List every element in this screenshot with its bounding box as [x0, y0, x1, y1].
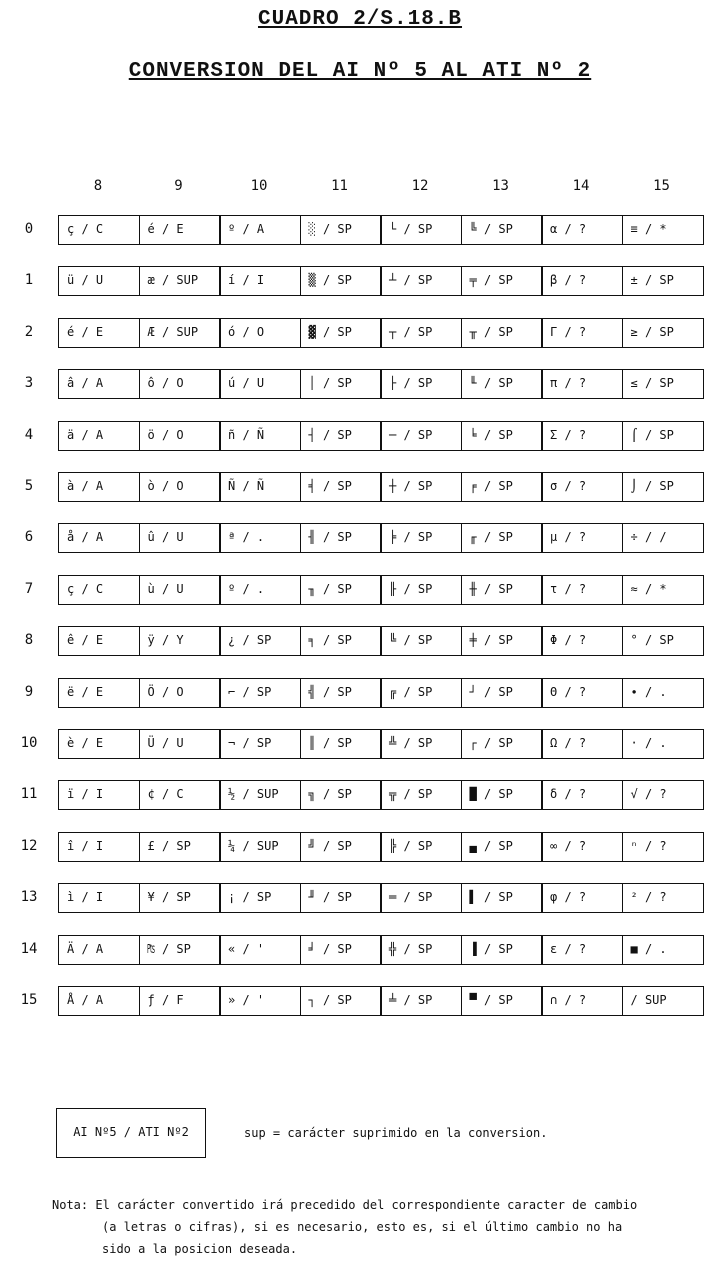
table-cell: φ / ?: [541, 883, 623, 913]
table-cell: │ / SP: [300, 369, 382, 399]
row-header: 3: [24, 375, 34, 392]
table-cell: ─ / SP: [380, 421, 462, 451]
table-cell: ç / C: [58, 575, 140, 605]
table-cell: β / ?: [541, 266, 623, 296]
table-cell: ≡ / *: [622, 215, 704, 245]
note-line-3: sido a la posicion deseada.: [102, 1242, 298, 1256]
row-header: 11: [20, 786, 38, 803]
table-cell: ░ / SP: [300, 215, 382, 245]
row-header: 0: [24, 221, 34, 237]
table-cell: ╩ / SP: [380, 729, 462, 759]
row-header: 12: [20, 837, 38, 854]
table-cell: ÿ / Y: [139, 626, 221, 656]
table-cell: Ñ / Ñ: [219, 472, 301, 502]
table-cell: ∞ / ?: [541, 832, 623, 862]
table-cell: ╖ / SP: [300, 575, 382, 605]
table-cell: ┴ / SP: [380, 266, 462, 296]
table-cell: ╦ / SP: [380, 780, 462, 810]
table-cell: ² / ?: [622, 883, 704, 913]
table-cell: ╬ / SP: [380, 935, 462, 965]
column-header: 12: [411, 178, 429, 194]
table-cell: ■ / .: [622, 935, 704, 965]
table-cell: µ / ?: [541, 523, 623, 553]
table-cell: ▒ / SP: [300, 266, 382, 296]
table-cell: ▐ / SP: [461, 935, 543, 965]
table-cell: ì / I: [58, 883, 140, 913]
table-cell: ╥ / SP: [461, 318, 543, 348]
table-cell: ▓ / SP: [300, 318, 382, 348]
table-cell: ⌐ / SP: [219, 678, 301, 708]
table-cell: ÷ / /: [622, 523, 704, 553]
table-cell: ë / E: [58, 678, 140, 708]
table-cell: / SUP: [622, 986, 704, 1016]
table-cell: ≥ / SP: [622, 318, 704, 348]
row-header: 10: [20, 735, 38, 751]
table-cell: ° / SP: [622, 626, 704, 656]
table-cell: ╛ / SP: [300, 935, 382, 965]
table-cell: ╧ / SP: [380, 986, 462, 1016]
table-cell: ª / .: [219, 523, 301, 553]
row-header: 7: [24, 580, 34, 597]
table-cell: ├ / SP: [380, 369, 462, 399]
table-cell: è / E: [58, 729, 140, 759]
table-cell: ╠ / SP: [380, 832, 462, 862]
table-cell: ≤ / SP: [622, 369, 704, 399]
row-header: 4: [24, 426, 34, 443]
table-cell: « / ': [219, 935, 301, 965]
table-cell: º / A: [219, 215, 301, 245]
table-cell: ╗ / SP: [300, 780, 382, 810]
table-cell: ú / U: [219, 369, 301, 399]
row-header: 14: [20, 940, 38, 957]
table-cell: τ / ?: [541, 575, 623, 605]
table-cell: ╟ / SP: [380, 575, 462, 605]
table-cell: â / A: [58, 369, 140, 399]
legend-text: sup = carácter suprimido en la conversion.: [244, 1126, 548, 1140]
table-cell: █ / SP: [461, 780, 543, 810]
row-header: 5: [24, 478, 34, 494]
column-header: 9: [174, 178, 183, 194]
row-header: 8: [24, 632, 34, 649]
table-cell: ò / O: [139, 472, 221, 502]
table-cell: ╘ / SP: [461, 421, 543, 451]
table-cell: ¿ / SP: [219, 626, 301, 656]
column-header: 14: [572, 178, 590, 194]
table-cell: ⁿ / ?: [622, 832, 704, 862]
table-cell: ₧ / SP: [139, 935, 221, 965]
table-cell: î / I: [58, 832, 140, 862]
column-header: 13: [492, 178, 509, 194]
column-header: 15: [653, 178, 670, 194]
table-cell: ± / SP: [622, 266, 704, 296]
table-cell: ┌ / SP: [461, 729, 543, 759]
table-cell: ¥ / SP: [139, 883, 221, 913]
table-cell: ¬ / SP: [219, 729, 301, 759]
table-cell: ö / O: [139, 421, 221, 451]
row-header: 6: [24, 529, 34, 546]
table-cell: º / .: [219, 575, 301, 605]
table-cell: Σ / ?: [541, 421, 623, 451]
table-cell: í / I: [219, 266, 301, 296]
table-cell: ü / U: [58, 266, 140, 296]
table-cell: ╫ / SP: [461, 575, 543, 605]
table-cell: » / ': [219, 986, 301, 1016]
table-cell: √ / ?: [622, 780, 704, 810]
table-cell: ╙ / SP: [461, 369, 543, 399]
table-cell: ä / A: [58, 421, 140, 451]
table-cell: Å / A: [58, 986, 140, 1016]
table-cell: ç / C: [58, 215, 140, 245]
table-cell: ═ / SP: [380, 883, 462, 913]
table-cell: ▄ / SP: [461, 832, 543, 862]
table-cell: ∙ / .: [622, 678, 704, 708]
column-header: 11: [331, 178, 348, 194]
table-cell: ∩ / ?: [541, 986, 623, 1016]
table-title: CUADRO 2/S.18.B: [257, 8, 463, 31]
table-cell: å / A: [58, 523, 140, 553]
table-cell: α / ?: [541, 215, 623, 245]
table-cell: ┤ / SP: [300, 421, 382, 451]
table-cell: é / E: [58, 318, 140, 348]
table-cell: Γ / ?: [541, 318, 623, 348]
note-line-2: (a letras o cifras), si es necesario, esto es, si el último cambio no ha: [102, 1220, 623, 1234]
table-cell: ╣ / SP: [300, 678, 382, 708]
column-header: 10: [250, 178, 268, 194]
table-cell: Ä / A: [58, 935, 140, 965]
note-line-1: Nota: El carácter convertido irá precedido del correspondiente caracter de cambio: [52, 1198, 638, 1212]
table-cell: ⌠ / SP: [622, 421, 704, 451]
table-cell: ╪ / SP: [461, 626, 543, 656]
table-cell: Ü / U: [139, 729, 221, 759]
table-cell: é / E: [139, 215, 221, 245]
table-cell: Æ / SUP: [139, 318, 221, 348]
table-cell: ┬ / SP: [380, 318, 462, 348]
table-cell: æ / SUP: [139, 266, 221, 296]
table-cell: ¢ / C: [139, 780, 221, 810]
row-header: 1: [24, 272, 34, 289]
table-cell: σ / ?: [541, 472, 623, 502]
table-cell: · / .: [622, 729, 704, 759]
table-cell: ╔ / SP: [380, 678, 462, 708]
table-cell: ┐ / SP: [300, 986, 382, 1016]
row-header: 13: [20, 889, 38, 906]
table-cell: ║ / SP: [300, 729, 382, 759]
table-cell: ╢ / SP: [300, 523, 382, 553]
table-cell: û / U: [139, 523, 221, 553]
table-cell: ╡ / SP: [300, 472, 382, 502]
table-cell: ╒ / SP: [461, 472, 543, 502]
table-cell: π / ?: [541, 369, 623, 399]
table-cell: ï / I: [58, 780, 140, 810]
table-cell: ⌡ / SP: [622, 472, 704, 502]
table-cell: ô / O: [139, 369, 221, 399]
table-cell: ┘ / SP: [461, 678, 543, 708]
table-cell: ¡ / SP: [219, 883, 301, 913]
table-cell: ½ / SUP: [219, 780, 301, 810]
table-cell: ╚ / SP: [380, 626, 462, 656]
row-header: 2: [24, 323, 34, 340]
table-cell: ¼ / SUP: [219, 832, 301, 862]
table-cell: δ / ?: [541, 780, 623, 810]
table-cell: ╚ / SP: [461, 215, 543, 245]
table-cell: Θ / ?: [541, 678, 623, 708]
table-cell: ╝ / SP: [300, 832, 382, 862]
table-cell: ╤ / SP: [461, 266, 543, 296]
row-header: 15: [20, 992, 38, 1008]
table-cell: ê / E: [58, 626, 140, 656]
table-cell: └ / SP: [380, 215, 462, 245]
table-cell: ╜ / SP: [300, 883, 382, 913]
table-cell: ▀ / SP: [461, 986, 543, 1016]
table-cell: ╕ / SP: [300, 626, 382, 656]
table-cell: £ / SP: [139, 832, 221, 862]
row-header: 9: [24, 683, 34, 700]
table-cell: ó / O: [219, 318, 301, 348]
table-cell: ƒ / F: [139, 986, 221, 1016]
table-cell: Ω / ?: [541, 729, 623, 759]
table-cell: ε / ?: [541, 935, 623, 965]
legend-box: AI Nº5 / ATI Nº2: [56, 1108, 206, 1158]
table-subtitle: CONVERSION DEL AI Nº 5 AL ATI Nº 2: [128, 60, 592, 83]
table-cell: ▌ / SP: [461, 883, 543, 913]
table-cell: ┼ / SP: [380, 472, 462, 502]
table-cell: Ö / O: [139, 678, 221, 708]
table-cell: ñ / Ñ: [219, 421, 301, 451]
table-cell: à / A: [58, 472, 140, 502]
column-header: 8: [93, 178, 103, 194]
table-cell: ≈ / *: [622, 575, 704, 605]
table-cell: ╞ / SP: [380, 523, 462, 553]
table-cell: Φ / ?: [541, 626, 623, 656]
table-cell: ù / U: [139, 575, 221, 605]
table-cell: ╓ / SP: [461, 523, 543, 553]
